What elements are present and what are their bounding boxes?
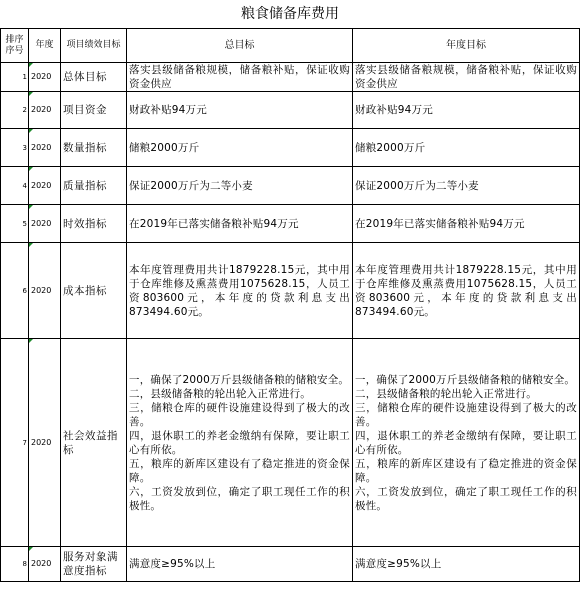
table-row xyxy=(1,92,580,129)
header-seq: 排序序号 xyxy=(1,29,29,63)
table-row xyxy=(1,547,580,582)
header-annual-goal: 年度目标 xyxy=(353,29,580,63)
table-row xyxy=(1,129,580,167)
year-cell xyxy=(29,547,61,582)
green-marker-icon xyxy=(29,243,33,247)
annual-goal-cell: 满意度≥95%以上 xyxy=(353,547,580,582)
item-name-cell: 社会效益指标 xyxy=(61,339,127,547)
year-cell xyxy=(29,339,61,547)
item-name-cell: 时效指标 xyxy=(61,205,127,243)
item-name-cell: 总体目标 xyxy=(61,63,127,92)
year-cell xyxy=(29,92,61,129)
year-text: 2020 xyxy=(31,105,52,114)
seq-cell: 8 xyxy=(1,547,29,582)
total-goal-cell: 在2019年已落实储备粮补贴94万元 xyxy=(127,205,353,243)
header-year: 年度 xyxy=(29,29,61,63)
item-name-cell: 成本指标 xyxy=(61,243,127,339)
header-total-goal: 总目标 xyxy=(127,29,353,63)
annual-goal-cell: 本年度管理费用共计1879228.15元，其中用于仓库维修及熏蒸费用1075628.15，人员工资803600元，本年度的贷款利息支出873494.60元。 xyxy=(353,243,580,339)
green-marker-icon xyxy=(29,63,33,67)
green-marker-icon xyxy=(29,339,33,343)
year-text: 2020 xyxy=(31,142,52,152)
table-row xyxy=(1,63,580,92)
annual-goal-cell: 落实县级储备粮规模，储备粮补贴，保证收购资金供应 xyxy=(353,63,580,92)
total-goal-cell: 一，确保了2000万斤县级储备粮的储粮安全。 二，县级储备粮的轮出轮入正常进行。 三，储粮仓库的硬件设施建设得到了极大的改善。 四，退休职工的养老金缴纳有保障，要让职工心有所依。 五，粮库的新库区建设有了稳定推进的资金保障。 六，工资发放到位，确定了职工现任工作的积极性。 xyxy=(127,339,353,547)
green-marker-icon xyxy=(29,167,33,171)
item-name-cell: 质量指标 xyxy=(61,167,127,205)
table-row xyxy=(1,167,580,205)
green-marker-icon xyxy=(29,129,33,133)
seq-cell: 5 xyxy=(1,205,29,243)
green-marker-icon xyxy=(29,547,33,551)
year-text: 2020 xyxy=(31,218,52,228)
total-goal-cell: 财政补贴94万元 xyxy=(127,92,353,129)
table-row xyxy=(1,339,580,547)
year-cell xyxy=(29,129,61,167)
year-text: 2020 xyxy=(31,437,52,447)
annual-goal-cell: 一，确保了2000万斤县级储备粮的储粮安全。 二，县级储备粮的轮出轮入正常进行。 三，储粮仓库的硬件设施建设得到了极大的改善。 四，退休职工的养老金缴纳有保障，要让职工心有所依。 五，粮库的新库区建设有了稳定推进的资金保障。 六，工资发放到位，确定了职工现任工作的积极性。 xyxy=(353,339,580,547)
page-title: 粮食储备库费用 xyxy=(241,6,339,22)
header-item: 项目绩效目标 xyxy=(61,29,127,63)
year-cell xyxy=(29,63,61,92)
budget-table xyxy=(0,28,580,582)
annual-goal-cell: 保证2000万斤为二等小麦 xyxy=(353,167,580,205)
seq-cell: 6 xyxy=(1,243,29,339)
seq-cell: 2 xyxy=(1,92,29,129)
year-text: 2020 xyxy=(31,72,52,81)
annual-goal-cell: 储粮2000万斤 xyxy=(353,129,580,167)
annual-goal-cell: 在2019年已落实储备粮补贴94万元 xyxy=(353,205,580,243)
year-cell xyxy=(29,167,61,205)
item-name-cell: 服务对象满意度指标 xyxy=(61,547,127,582)
total-goal-cell: 保证2000万斤为二等小麦 xyxy=(127,167,353,205)
item-name-cell: 数量指标 xyxy=(61,129,127,167)
header-row xyxy=(1,29,580,63)
year-text: 2020 xyxy=(31,559,52,568)
seq-cell: 1 xyxy=(1,63,29,92)
annual-goal-cell: 财政补贴94万元 xyxy=(353,92,580,129)
seq-cell: 3 xyxy=(1,129,29,167)
table-row xyxy=(1,243,580,339)
table-row xyxy=(1,205,580,243)
year-text: 2020 xyxy=(31,180,52,190)
green-marker-icon xyxy=(29,92,33,96)
green-marker-icon xyxy=(29,205,33,209)
total-goal-cell: 本年度管理费用共计1879228.15元，其中用于仓库维修及熏蒸费用1075628.15，人员工资803600元，本年度的贷款利息支出873494.60元。 xyxy=(127,243,353,339)
seq-cell: 4 xyxy=(1,167,29,205)
year-cell xyxy=(29,243,61,339)
total-goal-cell: 落实县级储备粮规模，储备粮补贴，保证收购资金供应 xyxy=(127,63,353,92)
item-name-cell: 项目资金 xyxy=(61,92,127,129)
seq-cell: 7 xyxy=(1,339,29,547)
year-cell xyxy=(29,205,61,243)
total-goal-cell: 储粮2000万斤 xyxy=(127,129,353,167)
total-goal-cell: 满意度≥95%以上 xyxy=(127,547,353,582)
year-text: 2020 xyxy=(31,285,52,295)
